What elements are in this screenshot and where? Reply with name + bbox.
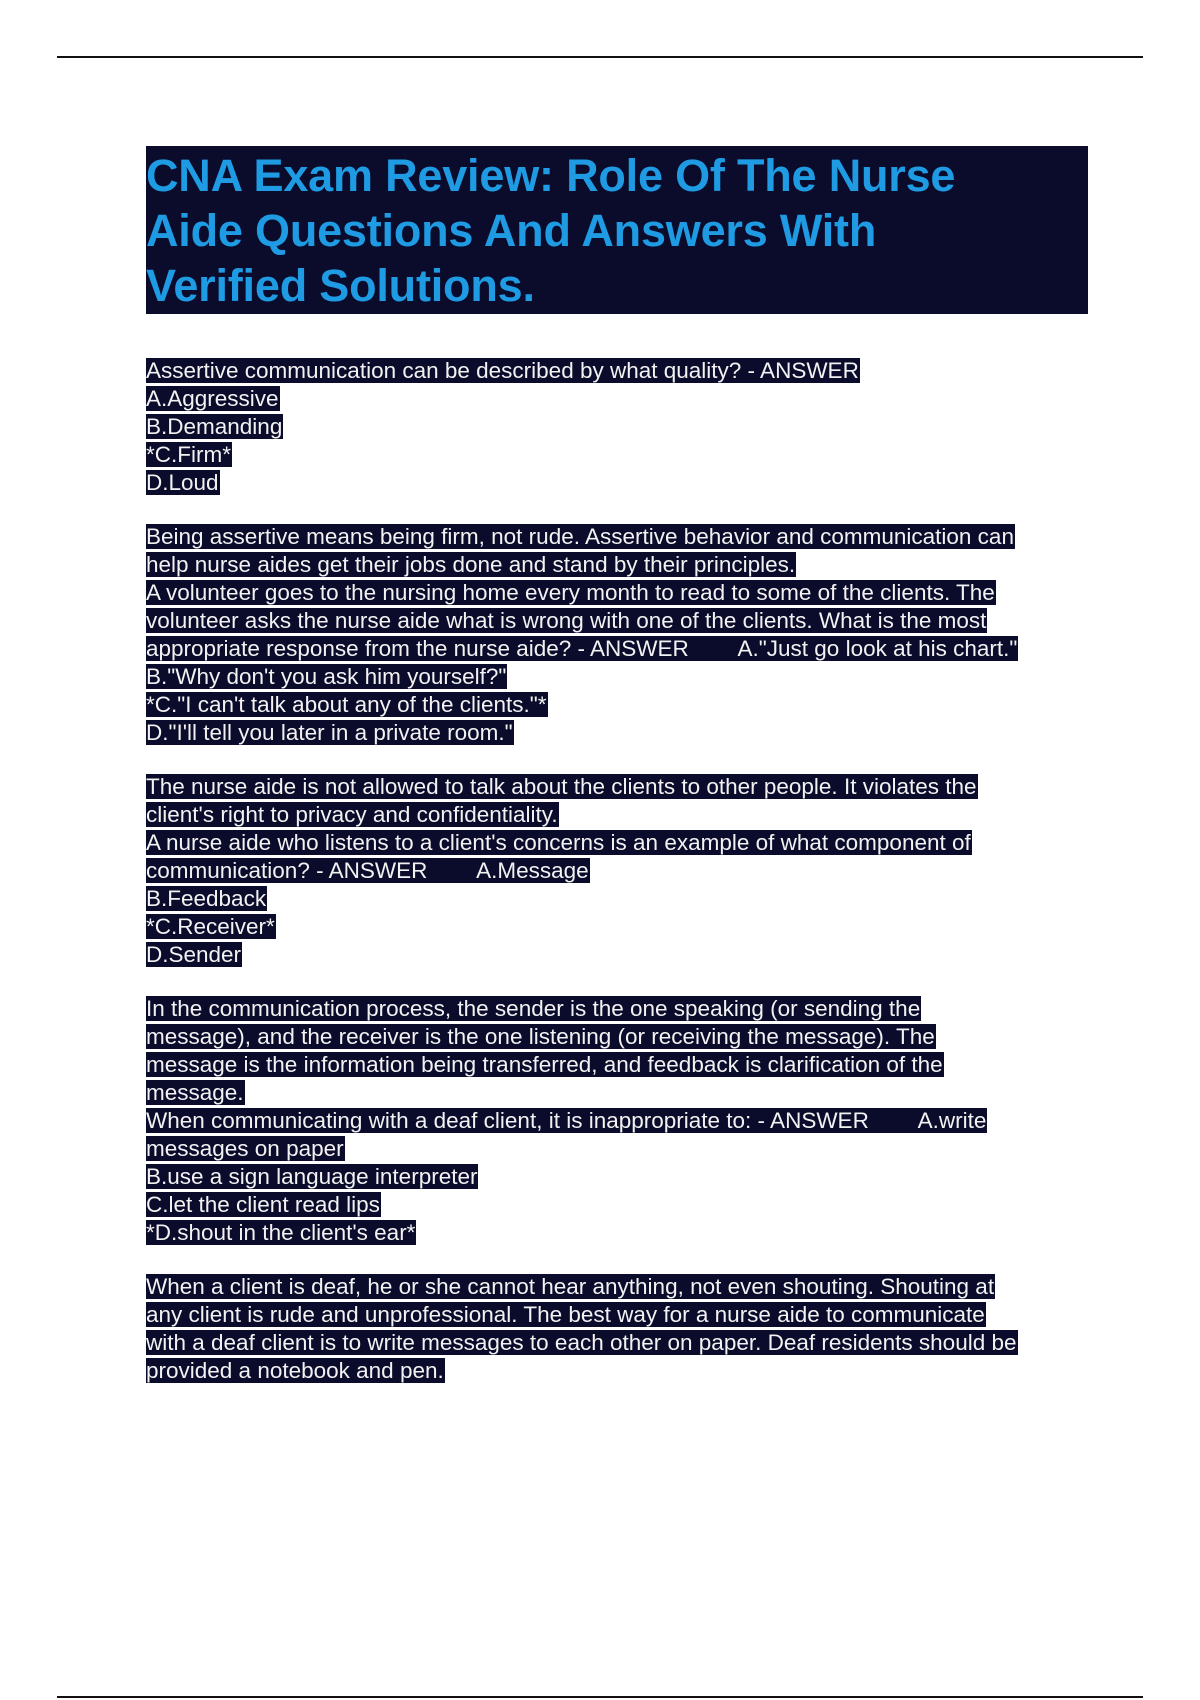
highlighted-text: provided a notebook and pen. bbox=[146, 1358, 444, 1383]
title-line: Aide Questions And Answers With bbox=[146, 205, 877, 256]
question-block bbox=[146, 773, 1088, 969]
highlighted-text: messages on paper bbox=[146, 1136, 344, 1161]
text-line bbox=[146, 607, 1088, 635]
document-title bbox=[146, 146, 1088, 313]
text-line bbox=[146, 913, 1088, 941]
highlighted-text: A volunteer goes to the nursing home every month to read to some of the clients. The bbox=[146, 580, 995, 605]
highlighted-text: When a client is deaf, he or she cannot hear anything, not even shouting. Shouting at bbox=[146, 1274, 995, 1299]
highlighted-text: *C.Firm* bbox=[146, 442, 231, 467]
highlighted-text: volunteer asks the nurse aide what is wrong with one of the clients. What is the most bbox=[146, 608, 987, 633]
text-line bbox=[146, 1079, 1088, 1107]
highlighted-text: B.Demanding bbox=[146, 414, 283, 439]
highlighted-text: message is the information being transferred, and feedback is clarification of the bbox=[146, 1052, 943, 1077]
text-line bbox=[146, 1051, 1088, 1079]
highlighted-text: any client is rude and unprofessional. The best way for a nurse aide to communicate bbox=[146, 1302, 985, 1327]
text-line bbox=[146, 1219, 1088, 1247]
text-line bbox=[146, 357, 1088, 385]
highlighted-text: B.use a sign language interpreter bbox=[146, 1164, 478, 1189]
text-line bbox=[146, 1301, 1088, 1329]
highlighted-text: D.Sender bbox=[146, 942, 242, 967]
text-line bbox=[146, 663, 1088, 691]
top-rule bbox=[57, 56, 1143, 58]
highlighted-text: In the communication process, the sender is the one speaking (or sending the bbox=[146, 996, 921, 1021]
highlighted-text: help nurse aides get their jobs done and stand by their principles. bbox=[146, 552, 796, 577]
text-line bbox=[146, 413, 1088, 441]
text-line bbox=[146, 691, 1088, 719]
highlighted-text: D."I'll tell you later in a private room." bbox=[146, 720, 513, 745]
text-line bbox=[146, 551, 1088, 579]
highlighted-text: *C.Receiver* bbox=[146, 914, 275, 939]
question-block bbox=[146, 523, 1088, 747]
text-line bbox=[146, 857, 1088, 885]
highlighted-text: message), and the receiver is the one listening (or receiving the message). The bbox=[146, 1024, 935, 1049]
highlighted-text: When communicating with a deaf client, it is inappropriate to: - ANSWER A.write bbox=[146, 1108, 987, 1133]
highlighted-text: D.Loud bbox=[146, 470, 219, 495]
highlighted-text: *D.shout in the client's ear* bbox=[146, 1220, 416, 1245]
highlighted-text: The nurse aide is not allowed to talk about the clients to other people. It violates the bbox=[146, 774, 977, 799]
title-banner bbox=[146, 146, 1088, 314]
highlighted-text: with a deaf client is to write messages to each other on paper. Deaf residents should be bbox=[146, 1330, 1017, 1355]
text-line bbox=[146, 1135, 1088, 1163]
text-line bbox=[146, 773, 1088, 801]
highlighted-text: client's right to privacy and confidentiality. bbox=[146, 802, 558, 827]
bottom-rule bbox=[57, 1696, 1143, 1698]
text-line bbox=[146, 385, 1088, 413]
text-line bbox=[146, 941, 1088, 969]
question-block bbox=[146, 995, 1088, 1247]
text-line bbox=[146, 885, 1088, 913]
highlighted-text: message. bbox=[146, 1080, 244, 1105]
text-line bbox=[146, 1163, 1088, 1191]
highlighted-text: A nurse aide who listens to a client's concerns is an example of what component of bbox=[146, 830, 971, 855]
text-line bbox=[146, 995, 1088, 1023]
text-line bbox=[146, 635, 1088, 663]
text-line bbox=[146, 579, 1088, 607]
text-line bbox=[146, 719, 1088, 747]
highlighted-text: B."Why don't you ask him yourself?" bbox=[146, 664, 507, 689]
highlighted-text: A.Aggressive bbox=[146, 386, 279, 411]
title-line: Verified Solutions. bbox=[146, 260, 535, 311]
highlighted-text: Being assertive means being firm, not rude. Assertive behavior and communication can bbox=[146, 524, 1014, 549]
text-line bbox=[146, 441, 1088, 469]
text-line bbox=[146, 801, 1088, 829]
question-block bbox=[146, 1273, 1088, 1385]
document-body bbox=[146, 357, 1088, 1411]
text-line bbox=[146, 1357, 1088, 1385]
highlighted-text: appropriate response from the nurse aide? - ANSWER A."Just go look at his chart." bbox=[146, 636, 1018, 661]
text-line bbox=[146, 1107, 1088, 1135]
question-block bbox=[146, 357, 1088, 497]
highlighted-text: Assertive communication can be described by what quality? - ANSWER bbox=[146, 358, 859, 383]
highlighted-text: C.let the client read lips bbox=[146, 1192, 380, 1217]
title-line: CNA Exam Review: Role Of The Nurse bbox=[146, 150, 956, 201]
text-line bbox=[146, 1273, 1088, 1301]
highlighted-text: *C."I can't talk about any of the clients."* bbox=[146, 692, 547, 717]
highlighted-text: communication? - ANSWER A.Message bbox=[146, 858, 589, 883]
highlighted-text: B.Feedback bbox=[146, 886, 267, 911]
text-line bbox=[146, 1191, 1088, 1219]
text-line bbox=[146, 1023, 1088, 1051]
text-line bbox=[146, 523, 1088, 551]
text-line bbox=[146, 469, 1088, 497]
text-line bbox=[146, 829, 1088, 857]
text-line bbox=[146, 1329, 1088, 1357]
